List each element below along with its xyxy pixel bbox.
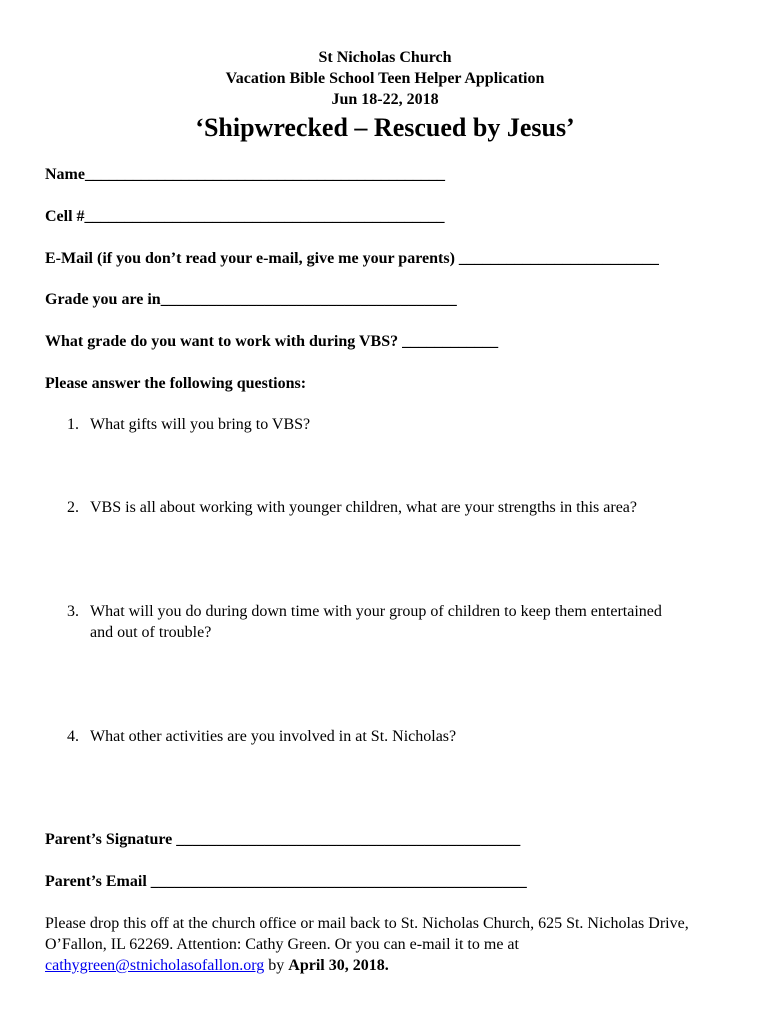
questions-instructions: Please answer the following questions: [45, 375, 307, 392]
footer-text: Please drop this off at the church office or mail back to St. Nicholas Church, 625 St. Nicholas Drive, O’Fallon, IL 62269. Attention: Cathy Green. Or you can e-mail it to me at [45, 915, 689, 953]
question-text: What gifts will you bring to VBS? [90, 416, 311, 433]
event-dates: Jun 18-22, 2018 [331, 91, 439, 108]
church-name: St Nicholas Church [318, 49, 452, 66]
name-field[interactable]: Name_____________________________________________ [45, 166, 445, 183]
footer-instructions [45, 913, 745, 976]
theme-title: ‘Shipwrecked – Rescued by Jesus’ [195, 113, 575, 142]
question-number: 4. [67, 728, 79, 745]
parent-signature-field[interactable]: Parent’s Signature ___________________________________________ [45, 831, 521, 848]
email-field[interactable]: E-Mail (if you don’t read your e-mail, give me your parents) _________________________ [45, 250, 659, 267]
question-text-continued: and out of trouble? [90, 624, 212, 641]
question-number: 1. [67, 416, 79, 433]
question-text: VBS is all about working with younger children, what are your strengths in this area? [90, 499, 637, 516]
question-2 [67, 497, 637, 518]
parent-email-field[interactable]: Parent’s Email _______________________________________________ [45, 873, 527, 890]
question-4 [67, 726, 456, 747]
grade-field[interactable]: Grade you are in_____________________________________ [45, 291, 457, 308]
question-text: What other activities are you involved in at St. Nicholas? [90, 728, 457, 745]
question-text: What will you do during down time with your group of children to keep them entertained [90, 603, 662, 620]
application-title: Vacation Bible School Teen Helper Application [225, 70, 545, 87]
work-grade-field[interactable]: What grade do you want to work with during VBS? ____________ [45, 333, 499, 350]
contact-email-link[interactable]: cathygreen@stnicholasofallon.org [45, 957, 265, 974]
question-number: 3. [67, 603, 79, 620]
footer-by: by [268, 957, 285, 974]
deadline-date: April 30, 2018. [288, 957, 389, 974]
question-3 [67, 601, 662, 643]
cell-field[interactable]: Cell #_____________________________________________ [45, 208, 445, 225]
question-number: 2. [67, 499, 79, 516]
question-1 [67, 414, 310, 435]
